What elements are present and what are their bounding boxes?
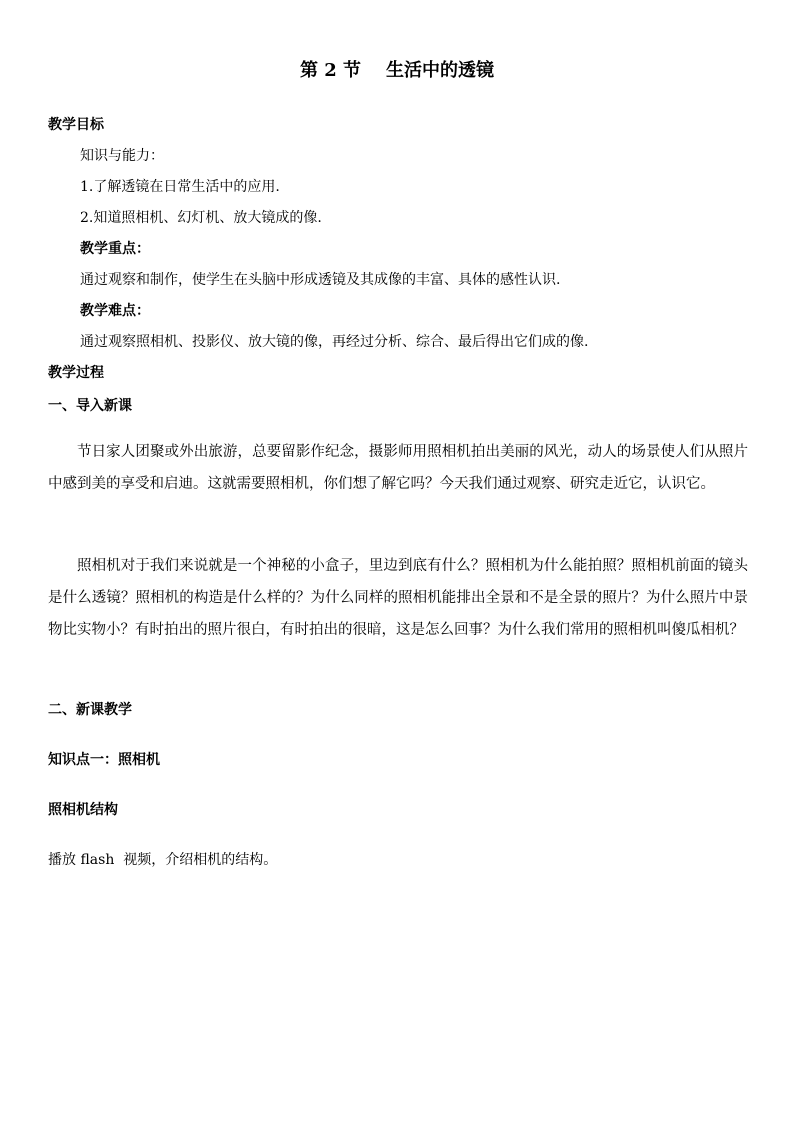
section-new-lesson-heading: 二、新课教学 — [48, 702, 132, 718]
camera-structure-heading: 照相机结构 — [48, 802, 118, 818]
teaching-goals-heading: 教学目标 — [48, 117, 104, 133]
camera-structure-text: 播放 flash 视频，介绍相机的结构。 — [48, 852, 278, 868]
goal-item-1: 1.了解透镜在日常生活中的应用. — [80, 179, 280, 195]
teaching-process-heading: 教学过程 — [48, 365, 104, 381]
knowledge-ability-label: 知识与能力： — [80, 148, 164, 164]
difficulty-label: 教学难点： — [80, 303, 150, 319]
section-intro-heading: 一、导入新课 — [48, 398, 132, 414]
page-title: 第 2 节 生活中的透镜 — [299, 60, 495, 81]
knowledge-point-heading: 知识点一：照相机 — [48, 752, 160, 768]
difficulty-text: 通过观察照相机、投影仪、放大镜的像，再经过分析、综合、最后得出它们成的像. — [80, 334, 589, 350]
camera-questions-paragraph: 照相机对于我们来说就是一个神秘的小盒子，里边到底有什么？照相机为什么能拍照？照相机前面的镜头是什么透镜？照相机的构造是什么样的？为什么同样的照相机能排出全景和不是全景的照片？为什么照片中景物比实物小？有时拍出的照片很白，有时拍出的很暗，这是怎么回事？为什么我们常用的照相机叫傻瓜相机？ — [48, 558, 748, 638]
key-points-text: 通过观察和制作，使学生在头脑中形成透镜及其成像的丰富、具体的感性认识. — [80, 272, 561, 288]
key-points-label: 教学重点： — [80, 241, 150, 257]
intro-paragraph: 节日家人团聚或外出旅游，总要留影作纪念，摄影师用照相机拍出美丽的风光，动人的场景使人们从照片中感到美的享受和启迪。这就需要照相机，你们想了解它吗？今天我们通过观察、研究走近它，认识它。 — [48, 444, 748, 492]
goal-item-2: 2.知道照相机、幻灯机、放大镜成的像. — [80, 210, 322, 226]
